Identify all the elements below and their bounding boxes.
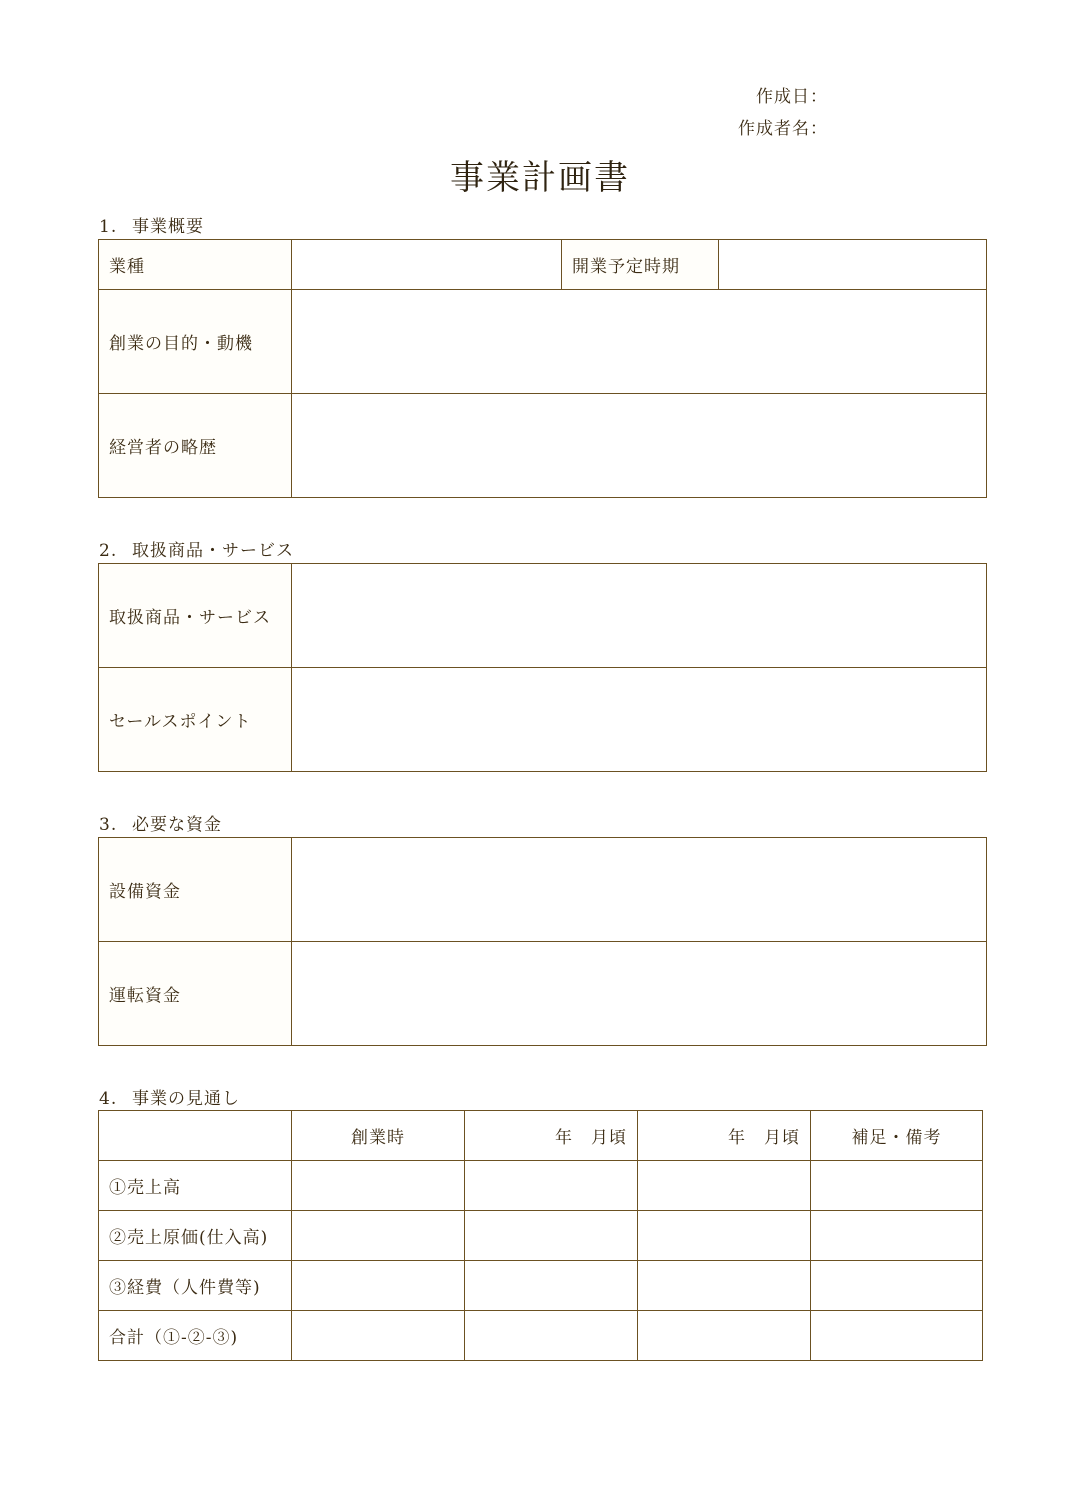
outlook-table [98, 1110, 983, 1361]
outlook-header-founding: 創業時 [292, 1111, 465, 1161]
section-number: 4. [99, 1089, 118, 1109]
equipment-funds-label: 設備資金 [99, 838, 292, 942]
table-row [99, 1261, 983, 1311]
operating-funds-field[interactable] [292, 942, 987, 1046]
table-cell[interactable] [465, 1261, 638, 1311]
table-row [99, 1311, 983, 1361]
outlook-header-period-2: 年 月頃 [638, 1111, 811, 1161]
career-label: 経営者の略歴 [99, 394, 292, 498]
table-cell[interactable] [292, 1211, 465, 1261]
opening-date-label: 開業予定時期 [562, 240, 719, 290]
section-heading-outlook [99, 1084, 240, 1109]
section-number: 2. [99, 541, 118, 561]
funds-table [98, 837, 987, 1046]
opening-date-field[interactable] [719, 240, 987, 290]
selling-point-field[interactable] [292, 668, 987, 772]
date-label: 作成日： [756, 87, 828, 107]
section-heading-funds [99, 810, 222, 835]
section-title: 事業概要 [132, 217, 204, 237]
section-title: 必要な資金 [132, 815, 222, 835]
table-cell[interactable] [638, 1211, 811, 1261]
section-heading-products [99, 536, 294, 561]
section-title: 取扱商品・サービス [132, 541, 294, 561]
outlook-header-notes: 補足・備考 [811, 1111, 983, 1161]
products-field[interactable] [292, 564, 987, 668]
table-cell[interactable] [811, 1211, 983, 1261]
products-label: 取扱商品・サービス [99, 564, 292, 668]
table-cell[interactable] [638, 1161, 811, 1211]
table-cell[interactable] [638, 1311, 811, 1361]
table-cell[interactable] [292, 1261, 465, 1311]
table-cell[interactable] [292, 1161, 465, 1211]
table-cell[interactable] [811, 1261, 983, 1311]
industry-label: 業種 [99, 240, 292, 290]
table-cell[interactable] [465, 1211, 638, 1261]
operating-funds-label: 運転資金 [99, 942, 292, 1046]
industry-field[interactable] [292, 240, 562, 290]
outlook-header-row [99, 1111, 983, 1161]
selling-point-label: セールスポイント [99, 668, 292, 772]
section-title: 事業の見通し [132, 1089, 240, 1109]
table-cell[interactable] [811, 1311, 983, 1361]
table-cell[interactable] [811, 1161, 983, 1211]
outlook-header-period-1: 年 月頃 [465, 1111, 638, 1161]
products-table [98, 563, 987, 772]
row-label-total: 合計（①-②-③) [99, 1311, 292, 1361]
section-number: 3. [99, 815, 118, 835]
career-field[interactable] [292, 394, 987, 498]
author-label: 作成者名： [738, 119, 828, 139]
purpose-label: 創業の目的・動機 [99, 290, 292, 394]
table-row [99, 1211, 983, 1261]
row-label-expenses: ③経費（人件費等) [99, 1261, 292, 1311]
document-title: 事業計画書 [450, 158, 630, 198]
section-number: 1. [99, 217, 118, 237]
table-row [99, 1161, 983, 1211]
table-cell[interactable] [465, 1161, 638, 1211]
table-cell[interactable] [465, 1311, 638, 1361]
outlook-header-corner [99, 1111, 292, 1161]
equipment-funds-field[interactable] [292, 838, 987, 942]
overview-table [98, 239, 987, 498]
row-label-cost-of-sales: ②売上原価(仕入高) [99, 1211, 292, 1261]
table-cell[interactable] [292, 1311, 465, 1361]
section-heading-overview [99, 212, 204, 237]
row-label-sales: ①売上高 [99, 1161, 292, 1211]
table-cell[interactable] [638, 1261, 811, 1311]
purpose-field[interactable] [292, 290, 987, 394]
